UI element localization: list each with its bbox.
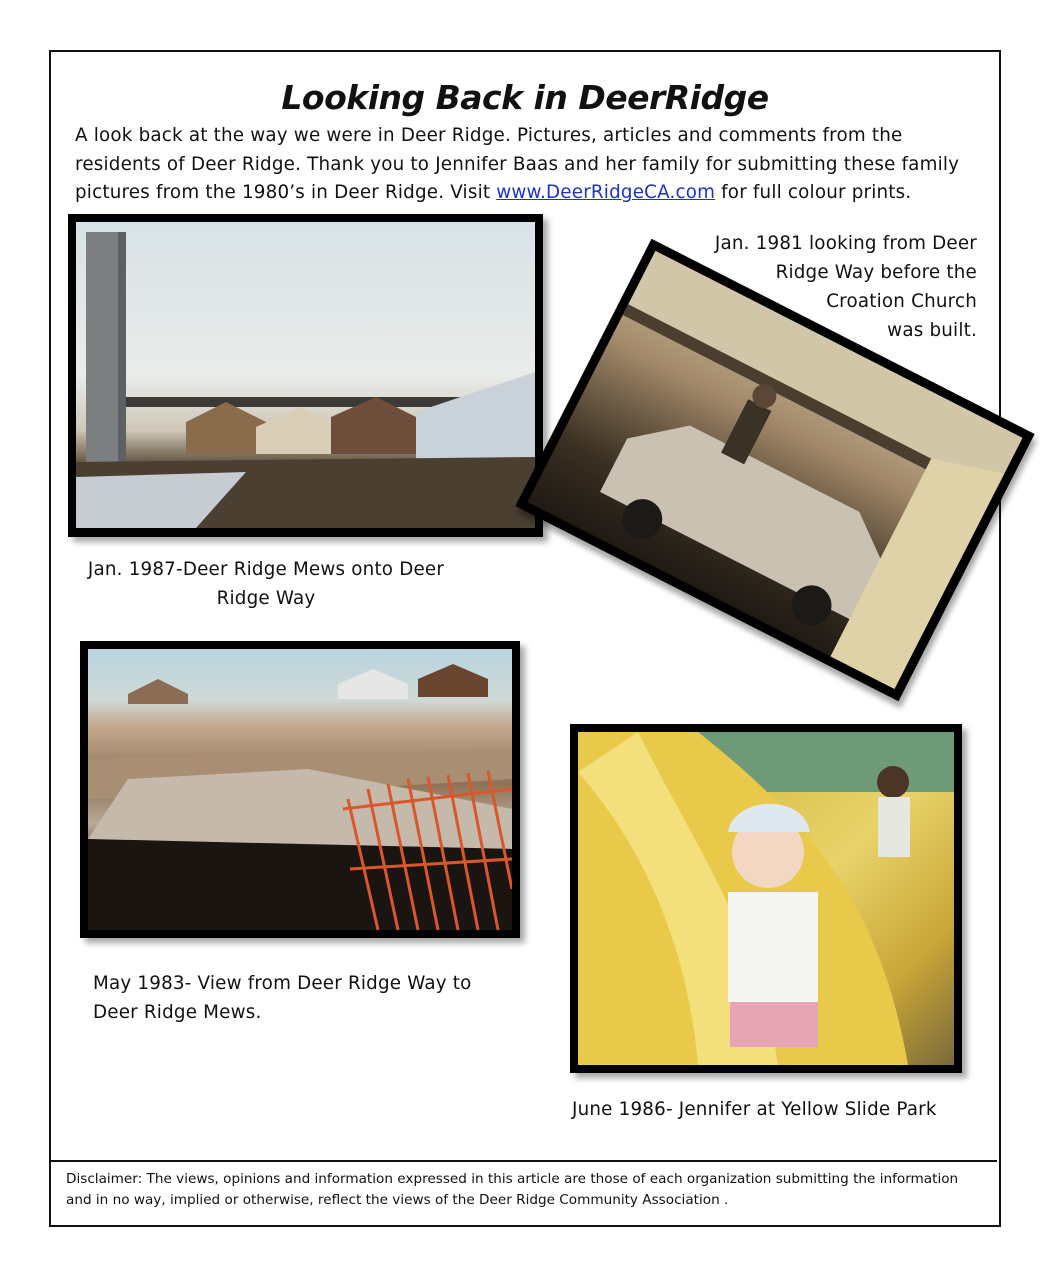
photo-jan-1987-scene	[76, 222, 535, 528]
caption-line: Ridge Way	[216, 588, 316, 609]
caption-line: Jan. 1981 looking from Deer	[714, 233, 977, 254]
photo-jan-1987	[68, 214, 543, 537]
caption-line: June 1986- Jennifer at Yellow Slide Park	[572, 1099, 937, 1120]
caption-june-1986	[572, 1095, 972, 1124]
intro-text-before: A look back at the way we were in Deer Ridge. Pictures, articles and comments from the residents of Deer Ridge. Thank you to Jennifer Baas and her family for submitting these family pictures from the 1980’s in Deer Ridge. Visit	[75, 125, 960, 203]
caption-line: Jan. 1987-Deer Ridge Mews onto Deer	[87, 559, 445, 580]
intro-text-after: for full colour prints.	[715, 182, 912, 203]
disclaimer-text: Disclaimer: The views, opinions and information expressed in this article are those of each organization submitting the information and in no way, implied or otherwise, reflect the views of the Deer Ridge Community Association .	[66, 1171, 959, 1208]
photo-may-1983-image	[88, 649, 512, 930]
caption-line: Croation Church	[826, 291, 977, 312]
caption-jan-1987	[86, 555, 446, 613]
photo-jan-1987-image	[76, 222, 535, 528]
caption-line: was built.	[887, 320, 977, 341]
photo-june-1986	[570, 724, 962, 1073]
photo-june-1986-scene	[578, 732, 954, 1065]
page-title: Looking Back in DeerRidge	[281, 78, 769, 117]
website-link[interactable]: www.DeerRidgeCA.com	[496, 182, 716, 203]
caption-line: Ridge Way before the	[775, 262, 977, 283]
photo-june-1986-image	[578, 732, 954, 1065]
intro-paragraph	[75, 122, 975, 208]
photo-may-1983-scene	[88, 649, 512, 930]
caption-may-1983	[93, 969, 513, 1027]
photo-may-1983	[80, 641, 520, 938]
caption-line: May 1983- View from Deer Ridge Way to	[93, 973, 472, 994]
caption-line: Deer Ridge Mews.	[93, 1002, 262, 1023]
caption-jan-1981	[650, 229, 977, 345]
